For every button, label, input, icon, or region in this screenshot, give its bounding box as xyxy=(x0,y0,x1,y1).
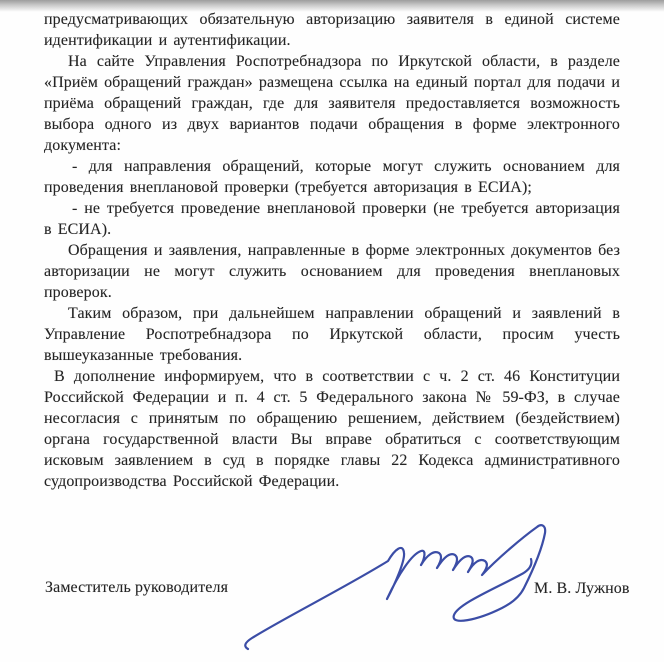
paragraph-option-without-esia: - не требуется проведение внеплановой проверки (не требуется авторизация в ЕСИА). xyxy=(44,200,620,238)
letter-body xyxy=(44,9,620,492)
paragraph-legal-appeal-rights: В дополнение информируем, что в соответствии с ч. 2 ст. 46 Конституции Российской Федерации и п. 4 ст. 5 Федерального закона № 59-ФЗ, в случае несогласия с принятым по обращению решением, действием (бездействием) органа государственной власти Вы вправе обратиться с соответствующим исковым заявлением в суд в порядке главы 22 Кодекса административного судопроизводства Российской Федерации. xyxy=(44,368,620,490)
handwritten-signature-icon xyxy=(228,503,578,661)
paragraph-no-basis-for-inspections: Обращения и заявления, направленные в форме электронных документов без авторизации не могут служить основанием для проведения внеплановых проверок. xyxy=(44,242,620,301)
signatory-name-label: М. В. Лужнов xyxy=(534,580,630,597)
paragraph-authorization-continuation: предусматривающих обязательную авторизацию заявителя в единой системе идентификации и аутентификации. xyxy=(44,11,620,49)
signatory-role-label: Заместитель руководителя xyxy=(45,579,229,596)
paragraph-option-with-esia: - для направления обращений, которые могут служить основанием для проведения внеплановой проверки (требуется авторизация в ЕСИА); xyxy=(44,158,620,196)
paragraph-take-into-account: Таким образом, при дальнейшем направлении обращений и заявлений в Управление Роспотребнадзора по Иркутской области, просим учесть вышеуказанные требования. xyxy=(44,305,620,364)
paragraph-site-portal: На сайте Управления Роспотребнадзора по Иркутской области, в разделе «Приём обращений граждан» размещена ссылка на единый портал для подачи и приёма обращений граждан, где для заявителя предоставляется возможность выбора одного из двух вариантов подачи обращения в форме электронного документа: xyxy=(44,53,620,154)
